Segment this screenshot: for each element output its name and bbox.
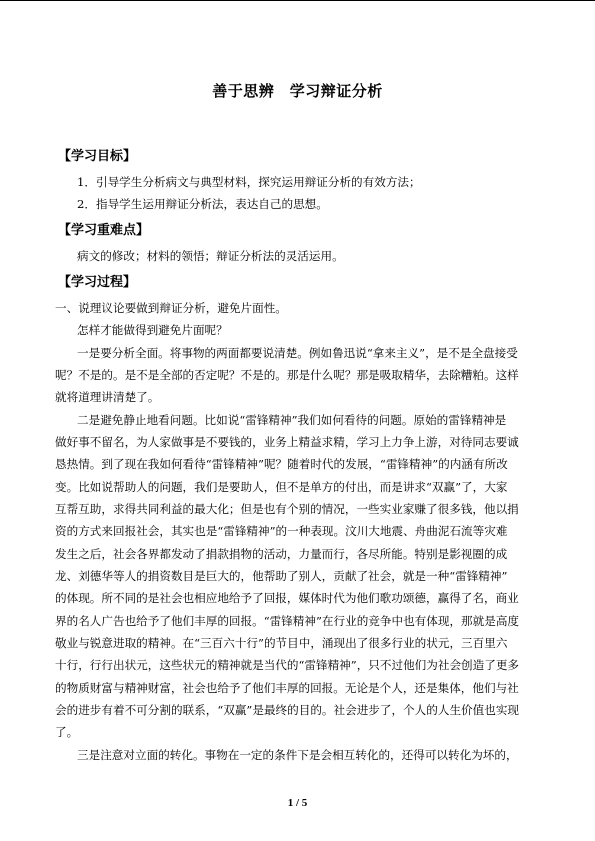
page-number: 1 / 5 xyxy=(287,797,308,809)
process-line: 的物质财富与精神财富，社会也给予了他们丰厚的回报。无论是个人，还是集体，他们与社 xyxy=(55,681,519,695)
process-line: 怎样才能做得到避免片面呢？ xyxy=(77,323,228,337)
process-line: 一是要分析全面。将事物的两面都要说清楚。例如鲁迅说“拿来主义”，是不是全盘接受 xyxy=(77,346,518,360)
process-line: 发生之后，社会各界都发动了捐款捐物的活动，力量而行，各尽所能。特别是影视圈的成 xyxy=(55,547,508,561)
key-points-heading: 【学习重难点】 xyxy=(58,223,150,238)
process-line: 做好事不留名，为人家做事是不要钱的，业务上精益求精，学习上力争上游，对待同志要诚 xyxy=(55,435,519,449)
process-line: 界的名人广告也给予了他们丰厚的回报。“雷锋精神”在行业的竞争中也有体现，那就是高度 xyxy=(55,614,520,628)
header-rule xyxy=(0,0,595,1)
process-line: 龙、刘德华等人的捐资数目是巨大的，他帮助了别人，贡献了社会，就是一种“雷锋精神” xyxy=(55,569,508,583)
process-line: 的体现。所不同的是社会也相应地给予了回报，媒体时代为他们歌功颂德，赢得了名，商业 xyxy=(55,591,519,605)
process-line: 二是避免静止地看问题。比如说“雷锋精神”我们如何看待的问题。原始的雷锋精神是 xyxy=(77,413,507,427)
process-line: 十行，行行出状元，这些状元的精神就是当代的“雷锋精神”，只不过他们为社会创造了更多 xyxy=(55,658,520,672)
process-line: 就将道理讲清楚了。 xyxy=(55,390,160,404)
objectives-heading: 【学习目标】 xyxy=(58,149,137,164)
process-line: 一、说理议论要做到辩证分析，避免片面性。 xyxy=(55,301,287,315)
process-line: 互帮互助，求得共同利益的最大化；但是也有个别的情况，一些实业家赚了很多钱，他以捐 xyxy=(55,502,519,516)
process-line: 三是注意对立面的转化。事物在一定的条件下是会相互转化的，还得可以转化为坏的， xyxy=(77,748,518,762)
process-line: 会的进步有着不可分割的联系，“双赢”是最终的目的。社会进步了，个人的人生价值也实现 xyxy=(55,703,520,717)
objective-item-2: 2．指导学生运用辩证分析法，表达自己的思想。 xyxy=(77,197,328,211)
key-points-text: 病文的修改；材料的领悟；辩证分析法的灵活运用。 xyxy=(77,249,344,263)
process-line: 变。比如说帮助人的问题，我们是要助人，但不是单方的付出，而是讲求“双赢”了，大家 xyxy=(55,480,508,494)
process-line: 恳热情。到了现在我如何看待“雷锋精神”呢？随着时代的发展，“雷锋精神”的内涵有所改 xyxy=(55,457,508,471)
process-line: 呢？不是的。是不是全部的否定呢？不是的。那是什么呢？那是吸取精华，去除糟粕。这样 xyxy=(55,368,519,382)
process-line: 资的方式来回报社会，其实也是“雷锋精神”的一种表现。汶川大地震、舟曲泥石流等灾难 xyxy=(55,524,508,538)
process-line: 了。 xyxy=(55,725,79,739)
process-line: 敬业与锐意进取的精神。在“三百六十行”的节目中，涌现出了很多行业的状元，三百里六 xyxy=(55,636,508,650)
page-title: 善于思辨 学习辩证分析 xyxy=(212,82,383,100)
process-heading: 【学习过程】 xyxy=(58,275,137,290)
objective-item-1: 1．引导学生分析病文与典型材料，探究运用辩证分析的有效方法； xyxy=(77,175,421,189)
